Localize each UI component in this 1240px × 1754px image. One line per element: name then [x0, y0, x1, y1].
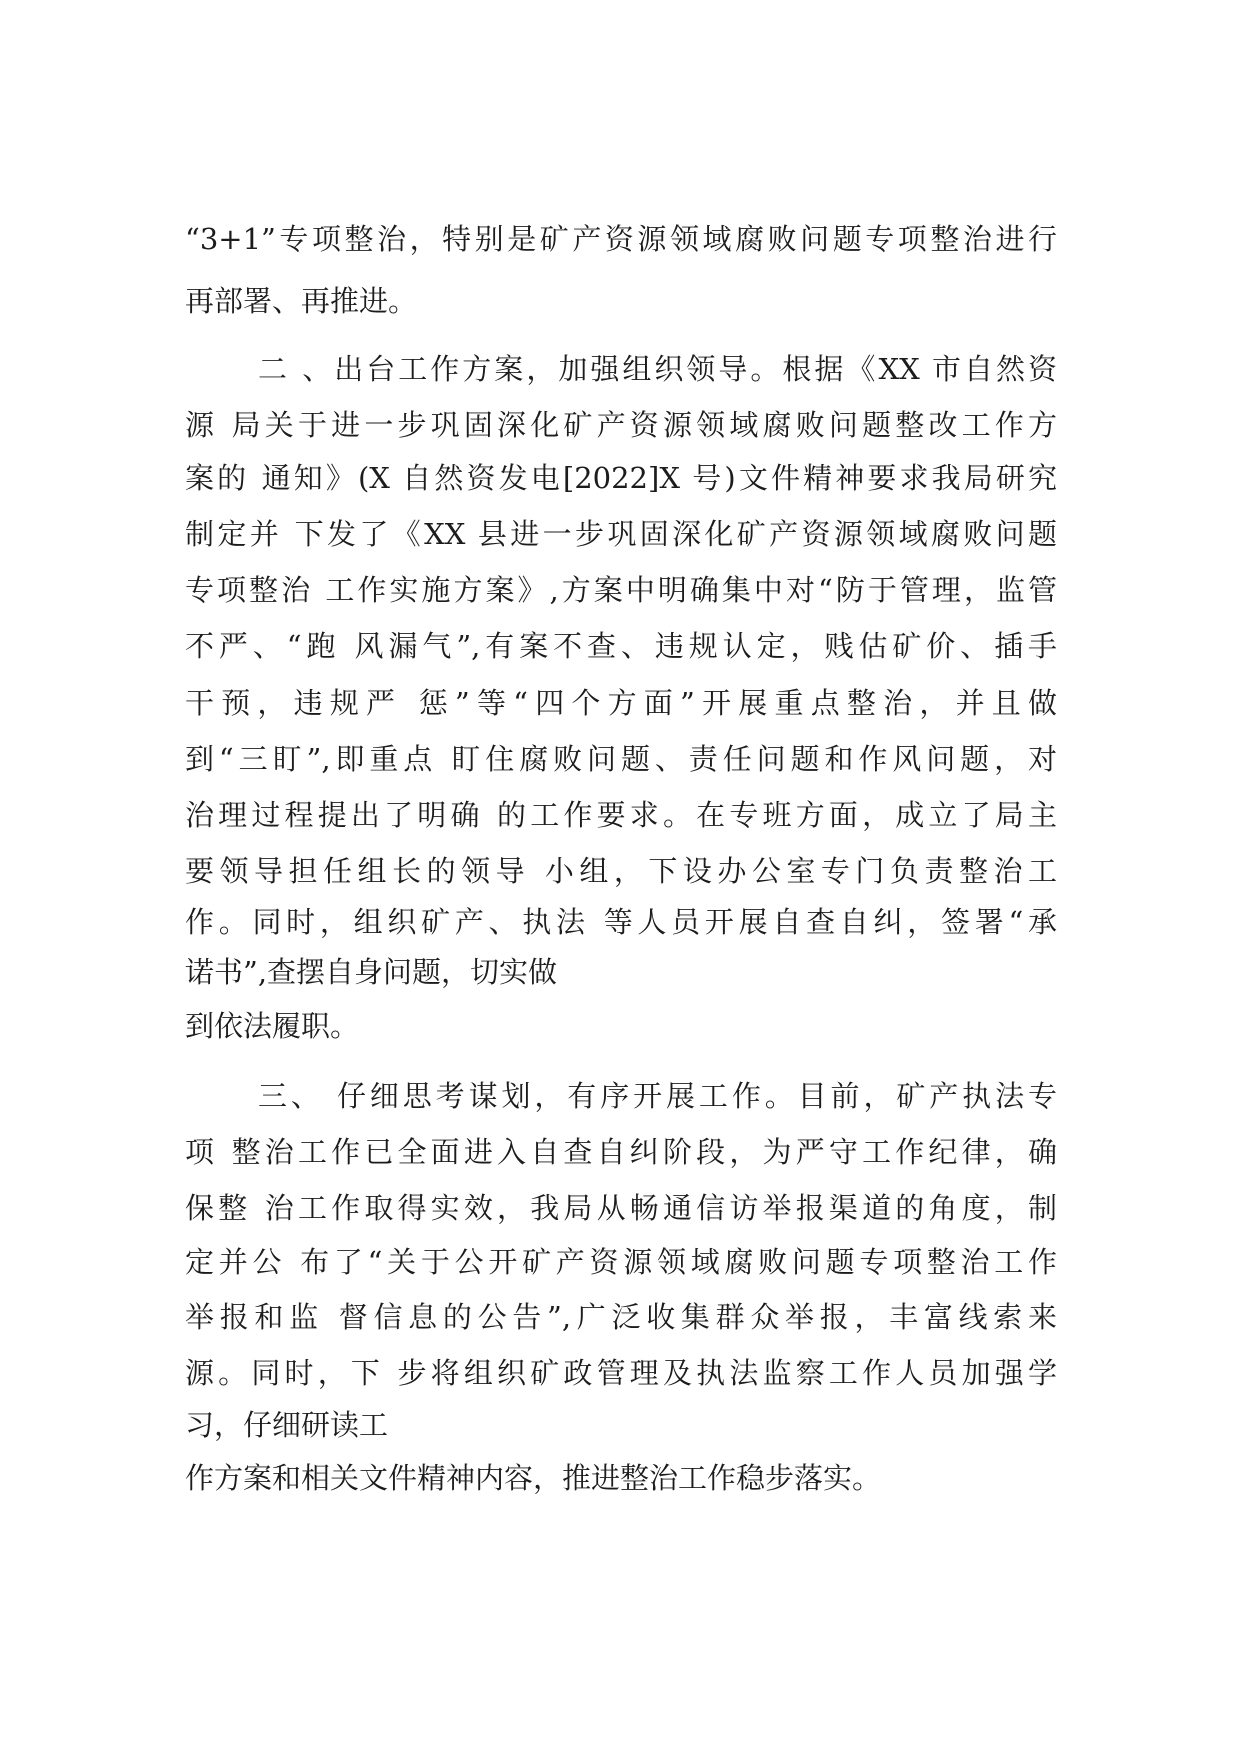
- text-line: 到依法履职。: [185, 1009, 360, 1043]
- text-line: “3+1”专项整治，特别是矿产资源领域腐败问题专项整治进行: [185, 222, 1057, 256]
- text-line: 案的 通知》(X 自然资发电[2022]X 号)文件精神要求我局研究: [185, 461, 1057, 495]
- text-line: 要领导担任组长的领导 小组，下设办公室专门负责整治工: [185, 854, 1057, 888]
- text-line: 习，仔细研读工: [185, 1408, 389, 1442]
- text-line: 源 局关于进一步巩固深化矿产资源领域腐败问题整改工作方: [185, 408, 1057, 442]
- text-line: 作。同时，组织矿产、执法 等人员开展自查自纠，签署“承: [185, 905, 1057, 939]
- text-line: 干预，违规严 惩”等“四个方面”开展重点整治，并且做: [185, 686, 1057, 720]
- text-line: 源。同时，下 步将组织矿政管理及执法监察工作人员加强学: [185, 1356, 1057, 1390]
- text-line: 作方案和相关文件精神内容，推进整治工作稳步落实。: [185, 1461, 882, 1495]
- text-line: 不严、“跑 风漏气”,有案不查、违规认定，贱估矿价、插手: [185, 629, 1057, 663]
- text-line: 举报和监 督信息的公告”,广泛收集群众举报，丰富线索来: [185, 1300, 1057, 1334]
- text-line: 保整 治工作取得实效，我局从畅通信访举报渠道的角度，制: [185, 1191, 1057, 1225]
- text-line: 诺书”,查摆自身问题，切实做: [185, 955, 558, 989]
- text-line: 到“三盯”,即重点 盯住腐败问题、责任问题和作风问题，对: [185, 742, 1057, 776]
- text-line: 治理过程提出了明确 的工作要求。在专班方面，成立了局主: [185, 798, 1057, 832]
- text-line: 定并公 布了“关于公开矿产资源领域腐败问题专项整治工作: [185, 1245, 1057, 1279]
- text-line: 再部署、再推进。: [185, 284, 418, 318]
- text-line: 专项整治 工作实施方案》,方案中明确集中对“防于管理，监管: [185, 573, 1057, 607]
- text-line: 二 、出台工作方案，加强组织领导。根据《XX 市自然资: [258, 352, 1057, 386]
- text-line: 三、 仔细思考谋划，有序开展工作。目前，矿产执法专: [258, 1079, 1057, 1113]
- text-line: 制定并 下发了《XX 县进一步巩固深化矿产资源领域腐败问题: [185, 517, 1057, 551]
- text-line: 项 整治工作已全面进入自查自纠阶段，为严守工作纪律，确: [185, 1135, 1057, 1169]
